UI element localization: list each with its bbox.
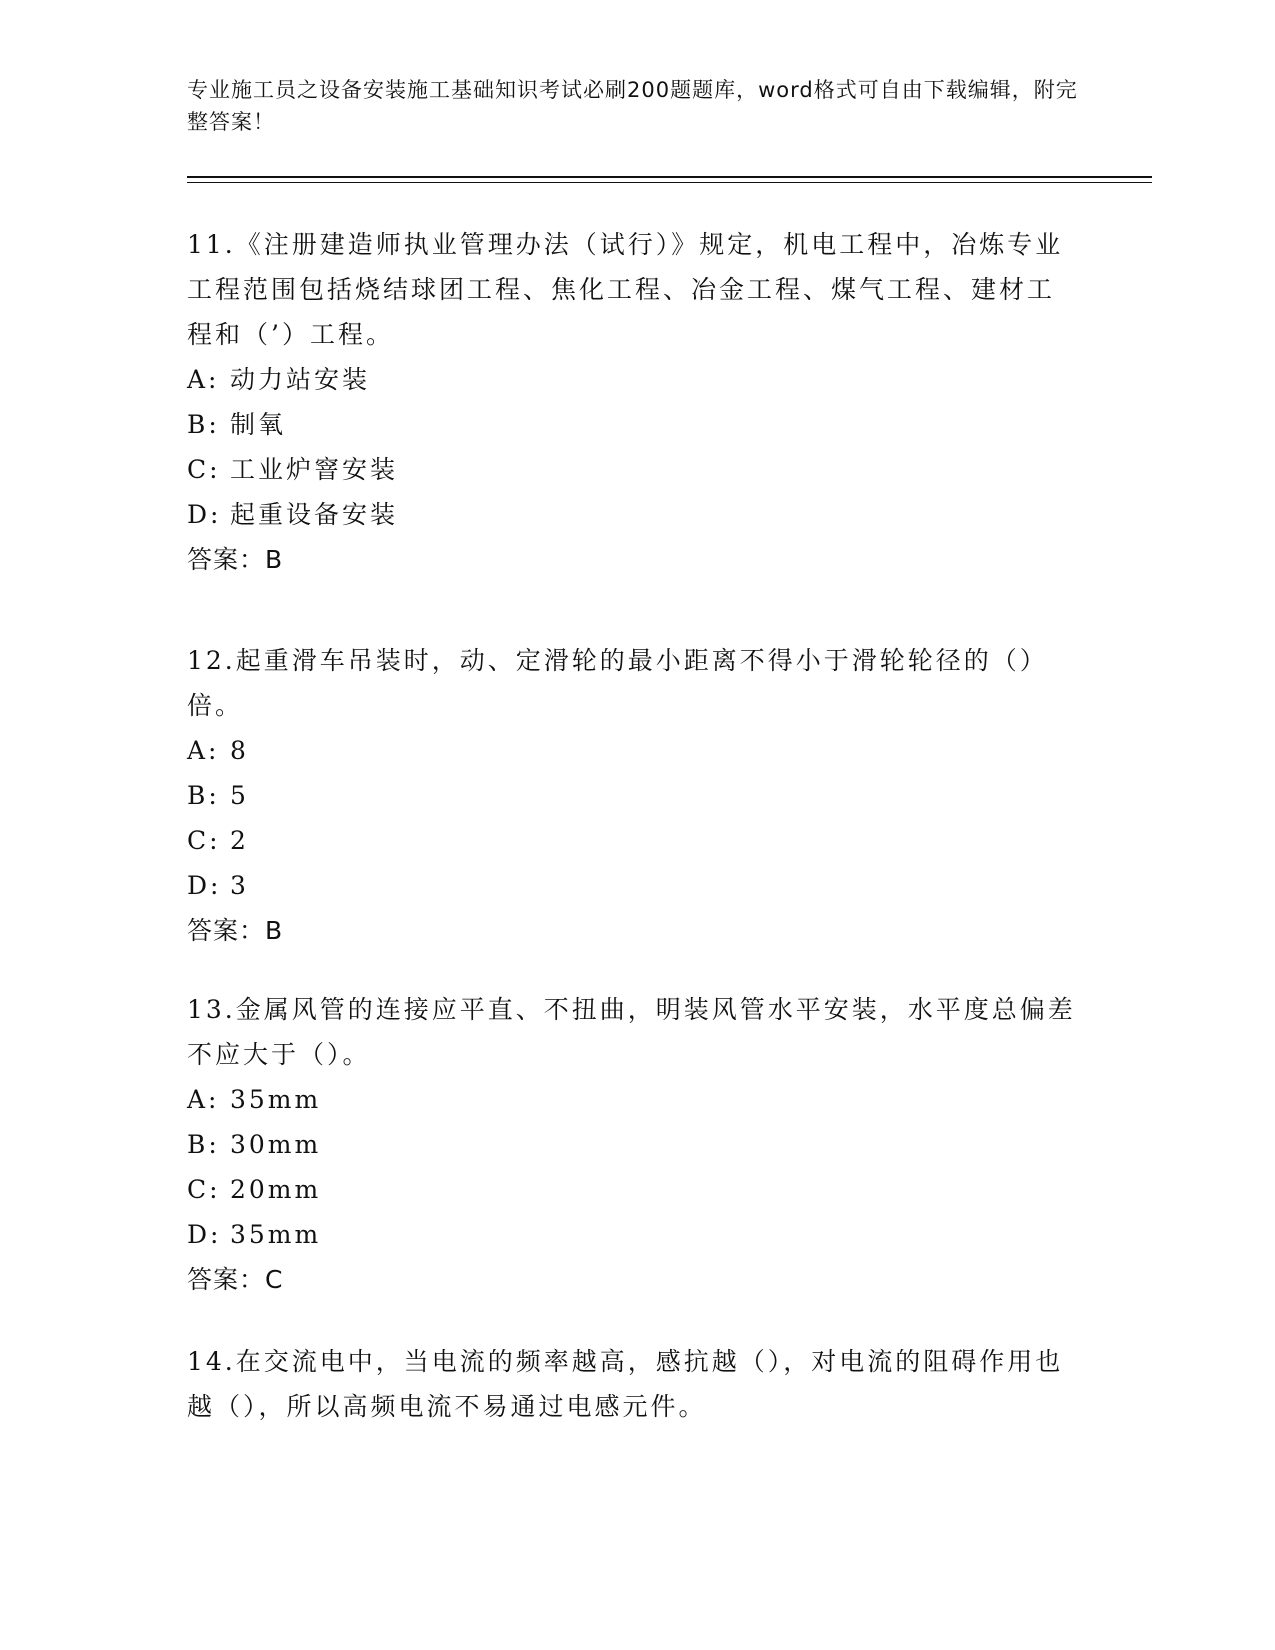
option-letter: B: [187, 781, 220, 810]
question-stem: 12.起重滑车吊装时，动、定滑轮的最小距离不得小于滑轮轮径的（）倍。 [187, 646, 1048, 720]
option-letter: A: [187, 365, 220, 394]
option-text: 动力站安装 [230, 365, 371, 394]
option-letter: A: [187, 736, 220, 765]
option-a [187, 1077, 1077, 1122]
answer-label: 答案：B [187, 545, 284, 574]
question-13 [187, 987, 1077, 1302]
option-d [187, 1212, 1077, 1257]
option-c [187, 1167, 1077, 1212]
option-text: 8 [230, 736, 249, 765]
header-divider-thick [187, 176, 1152, 178]
option-letter: C: [187, 826, 221, 855]
option-text: 起重设备安装 [230, 500, 399, 529]
option-letter: A: [187, 1085, 220, 1114]
question-stem: 13.金属风管的连接应平直、不扭曲，明装风管水平安装，水平度总偏差不应大于（）。 [187, 995, 1076, 1069]
question-stem: 14.在交流电中，当电流的频率越高，感抗越（），对电流的阻碍作用也越（），所以高频电流不易通过电感元件。 [187, 1347, 1064, 1421]
option-d [187, 863, 1077, 908]
option-letter: D: [187, 1220, 222, 1249]
option-c [187, 818, 1077, 863]
option-b [187, 773, 1077, 818]
option-letter: B: [187, 410, 220, 439]
option-b [187, 1122, 1077, 1167]
option-b [187, 402, 1077, 447]
option-text: 制氧 [230, 410, 287, 439]
option-text: 5 [230, 781, 249, 810]
option-a [187, 728, 1077, 773]
option-text: 35mm [230, 1085, 322, 1114]
question-11 [187, 222, 1077, 582]
header-divider-thin [187, 182, 1152, 183]
question-stem: 11.《注册建造师执业管理办法（试行）》规定，机电工程中，冶炼专业工程范围包括烧结球团工程、焦化工程、冶金工程、煤气工程、建材工程和（’）工程。 [187, 230, 1064, 349]
question-14 [187, 1339, 1077, 1429]
option-letter: C: [187, 1175, 221, 1204]
option-letter: B: [187, 1130, 220, 1159]
answer-label: 答案：C [187, 1265, 284, 1294]
option-text: 30mm [230, 1130, 322, 1159]
document-header: 专业施工员之设备安装施工基础知识考试必刷200题题库，word格式可自由下载编辑，附完整答案！ [187, 78, 1078, 134]
option-letter: C: [187, 455, 221, 484]
option-letter: D: [187, 871, 222, 900]
option-text: 20mm [230, 1175, 322, 1204]
option-text: 35mm [230, 1220, 322, 1249]
option-a [187, 357, 1077, 402]
option-letter: D: [187, 500, 222, 529]
option-c [187, 447, 1077, 492]
question-12 [187, 638, 1077, 953]
answer-label: 答案：B [187, 916, 284, 945]
option-text: 工业炉窨安装 [230, 455, 399, 484]
option-text: 2 [230, 826, 249, 855]
option-text: 3 [230, 871, 249, 900]
option-d [187, 492, 1077, 537]
